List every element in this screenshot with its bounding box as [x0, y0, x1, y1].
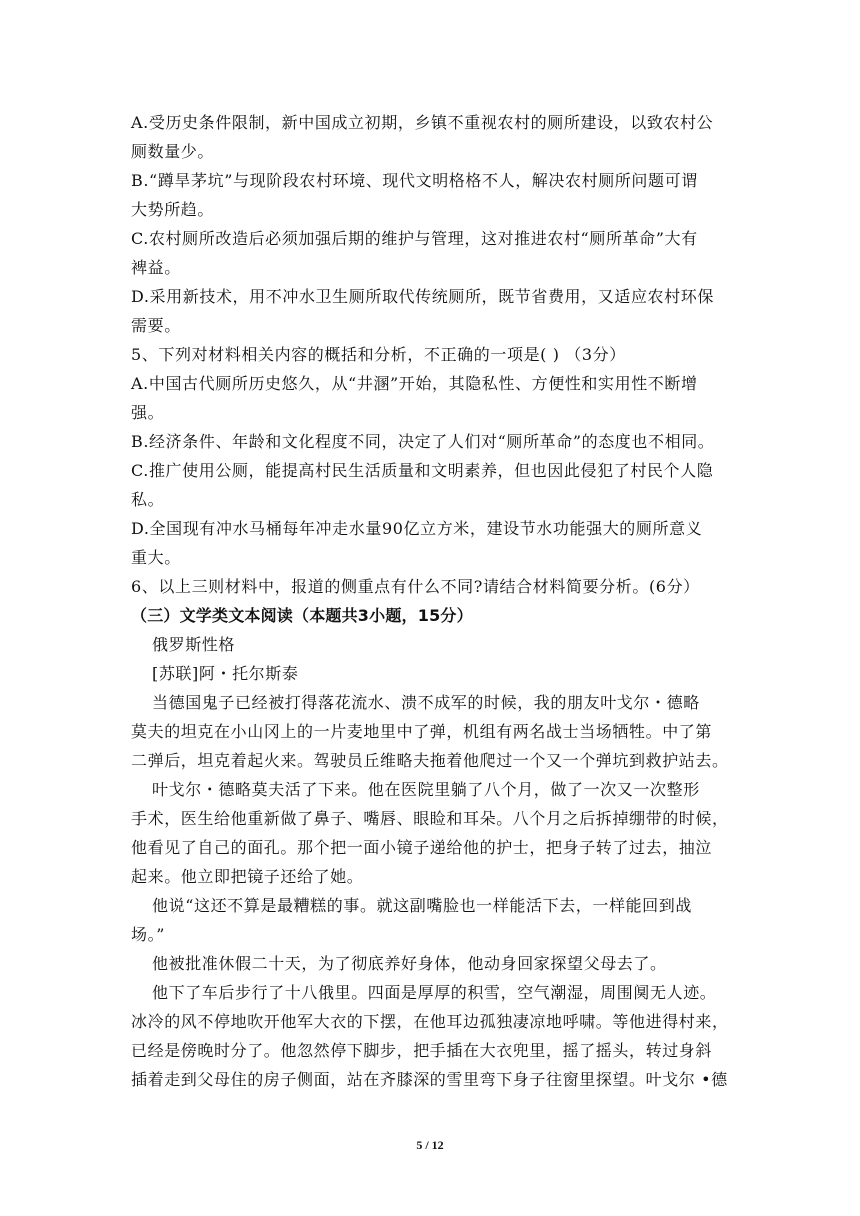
q5-option-c-line-1: C.推广使用公厕，能提高村民生活质量和文明素养，但也因此侵犯了村民个人隐	[131, 461, 714, 480]
option-d-line-1: D.采用新技术，用不冲水卫生厕所取代传统厕所，既节省费用，又适应农村环保	[131, 287, 714, 306]
option-b-line-2: 大势所趋。	[131, 200, 215, 219]
q5-option-a-line-2: 强。	[131, 403, 165, 422]
paragraph-line: 场。”	[131, 925, 165, 944]
question-5: 5、下列对材料相关内容的概括和分析，不正确的一项是( ) （3分）	[131, 345, 626, 364]
paragraph-line: 他说“这还不算是最糟糕的事。就这副嘴脸也一样能活下去，一样能回到战	[152, 896, 692, 915]
q5-option-c-line-2: 私。	[131, 490, 165, 509]
section-heading: （三）文学类文本阅读（本题共3小题，15分）	[131, 606, 473, 625]
q5-option-d-line-2: 重大。	[131, 548, 181, 567]
story-title: 俄罗斯性格	[152, 635, 236, 654]
paragraph-line: 插着走到父母住的房子侧面，站在齐膝深的雪里弯下身子往窗里探望。叶戈尔 •德	[131, 1070, 728, 1089]
option-d-line-2: 需要。	[131, 316, 181, 335]
document-body	[131, 108, 731, 1094]
q5-option-b: B.经济条件、年龄和文化程度不同，决定了人们对“厕所革命”的态度也不相同。	[131, 432, 715, 451]
paragraph-line: 他下了车后步行了十八俄里。四面是厚厚的积雪，空气潮湿，周围阒无人迹。	[152, 983, 717, 1002]
paragraph-line: 叶戈尔・德略莫夫活了下来。他在医院里躺了八个月，做了一次又一次整形	[152, 780, 700, 799]
paragraph-line: 二弹后，坦克着起火来。驾驶员丘维略夫拖着他爬过一个又一个弹坑到救护站去。	[131, 751, 729, 770]
q5-option-d-line-1: D.全国现有冲水马桶每年冲走水量90亿立方米，建设节水功能强大的厕所意义	[131, 519, 703, 538]
story-author: [苏联]阿・托尔斯泰	[152, 664, 299, 683]
question-6: 6、以上三则材料中，报道的侧重点有什么不同?请结合材料简要分析。(6分）	[131, 577, 700, 596]
paragraph-line: 手术，医生给他重新做了鼻子、嘴唇、眼睑和耳朵。八个月之后拆掉绷带的时候，	[131, 809, 729, 828]
q5-option-a-line-1: A.中国古代厕所历史悠久，从“井溷”开始，其隐私性、方便性和实用性不断增	[131, 374, 698, 393]
option-a-line-1: A.受历史条件限制，新中国成立初期，乡镇不重视农村的厕所建设，以致农村公	[131, 113, 714, 132]
option-c-line-1: C.农村厕所改造后必须加强后期的维护与管理，这对推进农村“厕所革命”大有	[131, 229, 698, 248]
paragraph-line: 起来。他立即把镜子还给了她。	[131, 867, 364, 886]
paragraph-line: 当德国鬼子已经被打得落花流水、溃不成军的时候，我的朋友叶戈尔・德略	[152, 693, 700, 712]
option-b-line-1: B.“蹲旱茅坑”与现阶段农村环境、现代文明格格不人，解决农村厕所问题可谓	[131, 171, 698, 190]
paragraph-line: 莫夫的坦克在小山冈上的一片麦地里中了弹，机组有两名战士当场牺牲。中了第	[131, 722, 713, 741]
paragraph-line: 他被批准休假二十天，为了彻底养好身体，他动身回家探望父母去了。	[152, 954, 667, 973]
option-c-line-2: 裨益。	[131, 258, 181, 277]
page-number: 5 / 12	[416, 1138, 444, 1152]
paragraph-line: 已经是傍晚时分了。他忽然停下脚步，把手插在大衣兜里，摇了摇头，转过身斜	[131, 1041, 713, 1060]
paragraph-line: 他看见了自己的面孔。那个把一面小镜子递给他的护士，把身子转了过去，抽泣	[131, 838, 713, 857]
paragraph-line: 冰冷的风不停地吹开他军大衣的下摆，在他耳边孤独凄凉地呼啸。等他进得村来，	[131, 1012, 729, 1031]
option-a-line-2: 厕数量少。	[131, 142, 215, 161]
